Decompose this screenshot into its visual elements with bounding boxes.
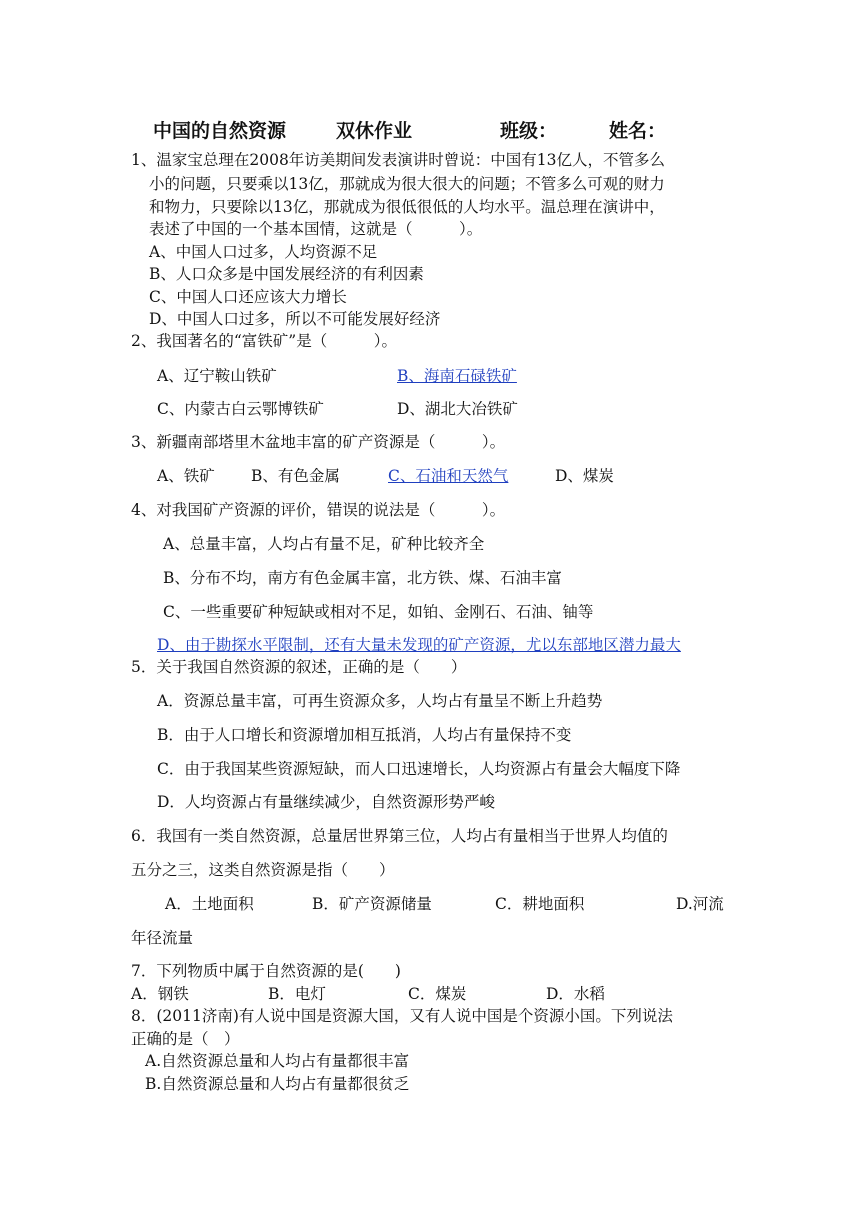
- q1-option-c: C、中国人口还应该大力增长: [149, 288, 347, 306]
- q1-stem-line: 和物力，只要除以13亿，那就成为很低很低的人均水平。温总理在演讲中，: [149, 198, 665, 216]
- q5-option-b: B．由于人口增长和资源增加相互抵消，人均占有量保持不变: [157, 726, 572, 744]
- q5-stem: 5．关于我国自然资源的叙述，正确的是（ ）: [131, 658, 467, 676]
- q7-stem: 7．下列物质中属于自然资源的是( ): [131, 962, 401, 980]
- q4-stem: 4、对我国矿产资源的评价，错误的说法是（ ）。: [131, 501, 506, 519]
- class-label: 班级：: [500, 120, 558, 142]
- q7-option-c: C．煤炭: [408, 985, 467, 1003]
- q3-option-a: A、铁矿: [157, 467, 215, 485]
- q6-option-c: C．耕地面积: [495, 895, 585, 913]
- q5-option-d: D．人均资源占有量继续减少，自然资源形势严峻: [157, 793, 495, 811]
- name-label: 姓名：: [609, 120, 667, 142]
- q1-option-a: A、中国人口过多，人均资源不足: [149, 243, 378, 261]
- page-subtitle: 双休作业: [336, 120, 413, 142]
- q5-option-c: C．由于我国某些资源短缺，而人口迅速增长，人均资源占有量会大幅度下降: [157, 760, 681, 778]
- q5-option-a: A．资源总量丰富，可再生资源众多，人均占有量呈不断上升趋势: [157, 692, 603, 710]
- q6-stem-line: 6．我国有一类自然资源，总量居世界第三位，人均占有量相当于世界人均值的: [131, 827, 668, 845]
- q8-stem-line: 8．(2011济南)有人说中国是资源大国，又有人说中国是个资源小国。下列说法: [131, 1007, 673, 1025]
- q1-option-d: D、中国人口过多，所以不可能发展好经济: [149, 310, 441, 328]
- q3-stem: 3、新疆南部塔里木盆地丰富的矿产资源是（ ）。: [131, 433, 506, 451]
- q4-option-d-link[interactable]: D、由于勘探水平限制，还有大量未发现的矿产资源，尤以东部地区潜力最大: [157, 636, 681, 654]
- q7-option-a: A．钢铁: [131, 985, 189, 1003]
- q2-option-a: A、辽宁鞍山铁矿: [157, 367, 277, 385]
- q2-stem: 2、我国著名的“富铁矿”是（ ）。: [131, 332, 397, 350]
- q8-option-a: A.自然资源总量和人均占有量都很丰富: [145, 1052, 410, 1070]
- q4-option-b: B、分布不均，南方有色金属丰富，北方铁、煤、石油丰富: [163, 569, 562, 587]
- q3-option-c-link[interactable]: C、石油和天然气: [388, 467, 509, 485]
- q8-option-b: B.自然资源总量和人均占有量都很贫乏: [145, 1075, 410, 1093]
- q6-option-a: A．土地面积: [165, 895, 254, 913]
- q4-option-c: C、一些重要矿种短缺或相对不足，如铂、金刚石、石油、铀等: [163, 603, 594, 621]
- q3-option-d: D、煤炭: [555, 467, 614, 485]
- q4-option-a: A、总量丰富，人均占有量不足，矿种比较齐全: [163, 535, 485, 553]
- q6-option-b: B．矿产资源储量: [312, 895, 432, 913]
- q6-option-d-continuation: 年径流量: [131, 929, 194, 947]
- q7-option-b: B．电灯: [268, 985, 326, 1003]
- q1-stem-line: 小的问题，只要乘以13亿，那就成为很大很大的问题；不管多么可观的财力: [149, 175, 665, 193]
- q7-option-d: D．水稻: [546, 985, 605, 1003]
- q8-stem-line: 正确的是（ ）: [131, 1030, 240, 1048]
- q3-option-b: B、有色金属: [251, 467, 340, 485]
- page-title: 中国的自然资源: [153, 120, 287, 142]
- q6-option-d: D.河流: [676, 895, 724, 913]
- q2-option-b-link[interactable]: B、海南石碌铁矿: [397, 367, 517, 385]
- q6-stem-line: 五分之三，这类自然资源是指（ ）: [131, 861, 395, 879]
- q2-option-c: C、内蒙古白云鄂博铁矿: [157, 400, 324, 418]
- q1-option-b: B、人口众多是中国发展经济的有利因素: [149, 265, 424, 283]
- q1-stem-line: 表述了中国的一个基本国情，这就是（ ）。: [149, 220, 483, 238]
- q2-option-d: D、湖北大冶铁矿: [397, 400, 518, 418]
- q1-stem-line: 1、温家宝总理在2008年访美期间发表演讲时曾说：中国有13亿人，不管多么: [131, 151, 666, 169]
